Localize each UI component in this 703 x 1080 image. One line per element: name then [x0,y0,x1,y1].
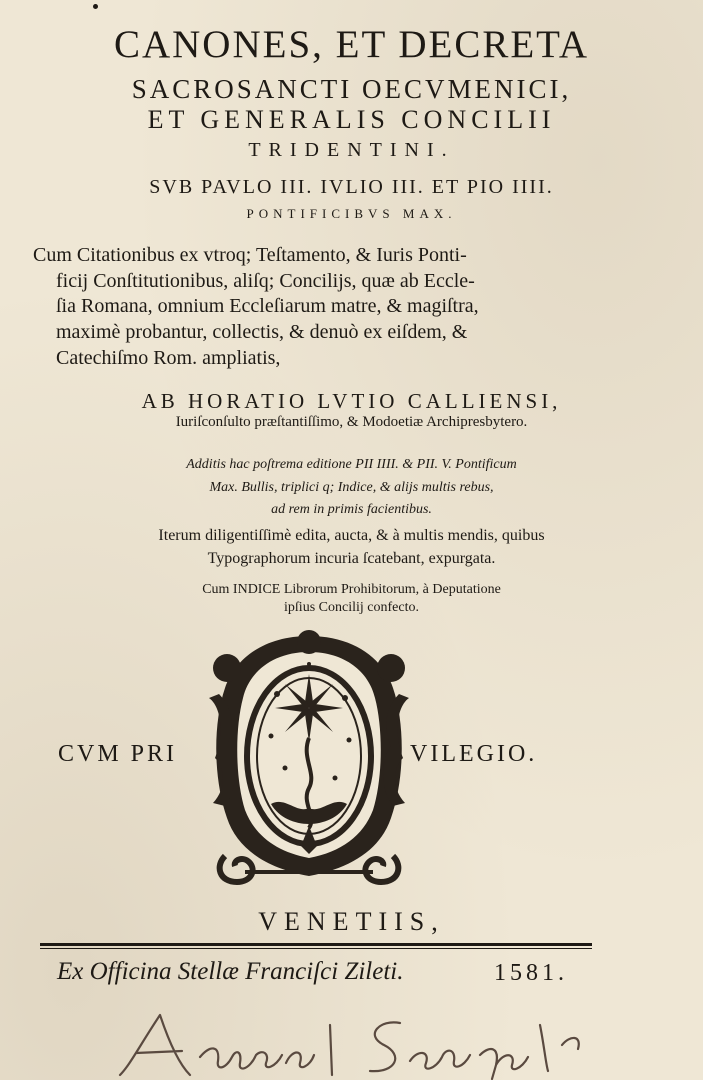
additions-line-1: Additis hac poſtrema editione PII IIII. & PII. V. Pontificum [186,457,517,472]
privilege-right: VILEGIO. [410,741,538,767]
rule-thin [40,948,592,949]
title-line-1: CANONES, ET DECRETA [113,23,590,66]
city: VENETIIS, [258,907,445,936]
description-line-2: ficij Conſtitutionibus, aliſq; Concilijs, quæ ab Eccle- [56,270,475,292]
privilege-left: CVM PRI [58,741,178,767]
description-line-1: Cum Citationibus ex vtroq; Teſtamento, & Iuris Ponti- [33,244,467,266]
popes-line: SVB PAVLO III. IVLIO III. ET PIO IIII. [149,176,554,198]
printer-device-star-icon [205,628,413,886]
iterum-line-2: Typographorum incuria ſcatebant, expurgata. [207,550,496,567]
additions-line-2: Max. Bullis, triplici q; Indice, & alijs multis rebus, [209,480,494,495]
rule-thick [40,943,592,946]
description-line-5: Catechiſmo Rom. ampliatis, [56,347,281,369]
publication-year: 1581. [494,960,568,986]
description-line-4: maximè probantur, collectis, & denuò ex eiſdem, & [56,321,468,343]
iterum-line-1: Iterum diligentiſſimè edita, aucta, & à multis mendis, quibus [158,527,545,544]
author-name: AB HORATIO LVTIO CALLIENSI, [141,389,562,413]
ink-dot [93,4,98,9]
title-line-3: ET GENERALIS CONCILII [147,105,556,134]
title-line-2: SACROSANCTI OECVMENICI, [131,74,572,104]
title-line-4: TRIDENTINI. [248,139,455,161]
index-note-line-1: Cum INDICE Librorum Prohibitorum, à Deputatione [202,582,501,597]
description-line-3: ſia Romana, omnium Eccleſiarum matre, & magiſtra, [56,295,479,317]
author-title: Iuriſconſulto præſtantiſſimo, & Modoetiæ Archipresbytero. [175,414,528,430]
index-note-line-2: ipſius Concilij confecto. [284,600,419,615]
printer-imprint: Ex Officina Stellæ Franciſci Zileti. [57,958,404,985]
handwritten-signature [100,1005,620,1080]
additions-line-3: ad rem in primis facientibus. [271,502,432,517]
pontiffs-line: PONTIFICIBVS MAX. [246,206,457,221]
